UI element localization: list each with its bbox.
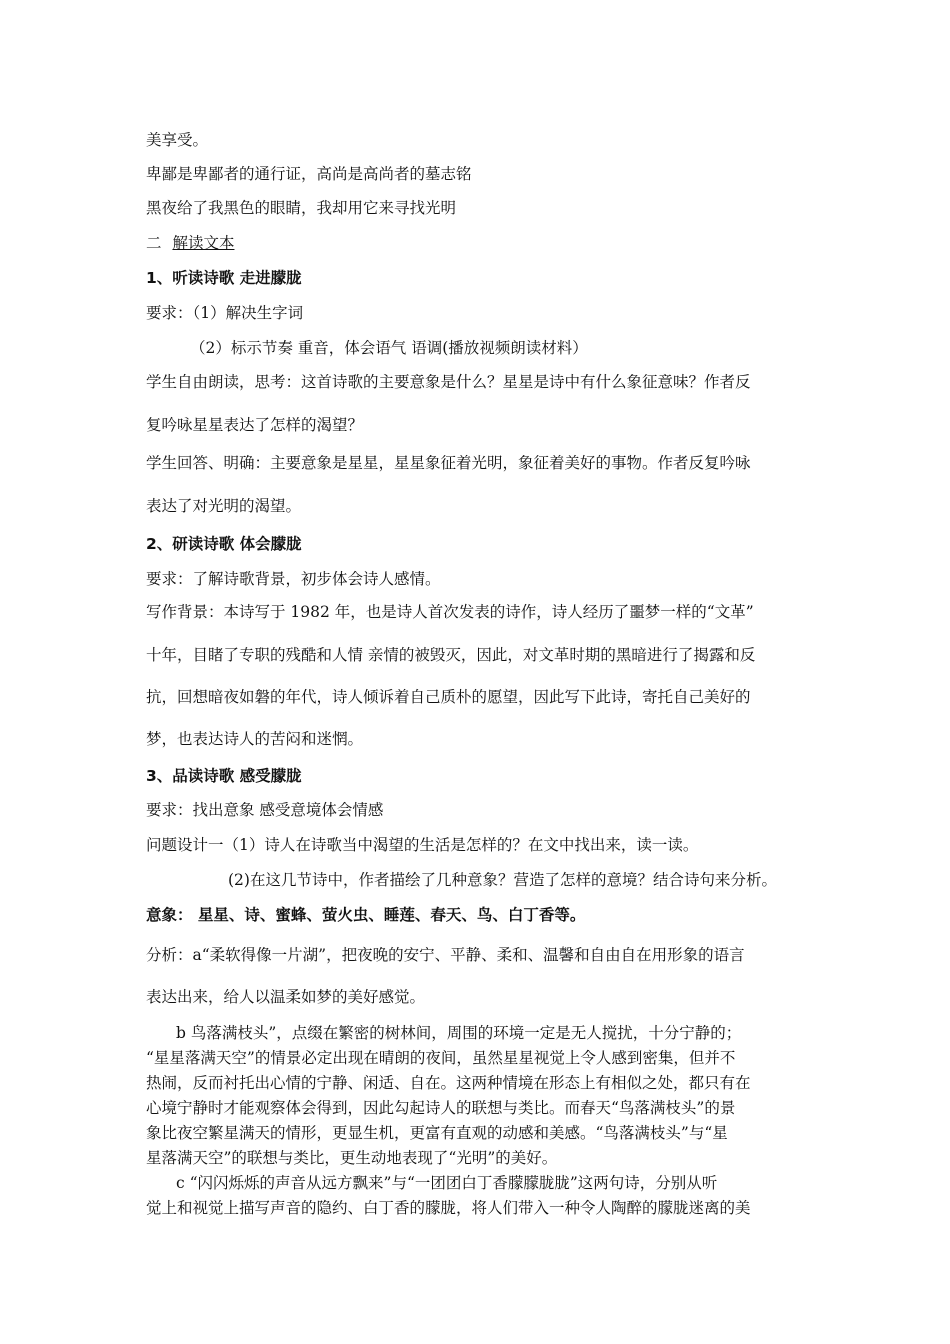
text-line: 美享受。	[146, 131, 209, 149]
text-line: 要求：找出意象 感受意境体会情感	[146, 801, 384, 819]
text-line: 心境宁静时才能观察体会得到，因此勾起诗人的联想与类比。而春天“鸟落满枝头”的景	[146, 1099, 736, 1117]
text-line: 十年，目睹了专职的残酷和人情 亲情的被毁灭，因此，对文革时期的黑暗进行了揭露和反	[146, 646, 756, 664]
text-line: 写作背景：本诗写于 1982 年，也是诗人首次发表的诗作，诗人经历了噩梦一样的“文革”	[146, 603, 754, 621]
text-line: 问题设计一（1）诗人在诗歌当中渴望的生活是怎样的？在文中找出来，读一读。	[146, 836, 699, 854]
text-line: 要求：（1）解决生字词	[146, 304, 304, 322]
text-line: 卑鄙是卑鄙者的通行证，高尚是高尚者的墓志铭	[146, 165, 472, 183]
text-line: 表达出来，给人以温柔如梦的美好感觉。	[146, 988, 426, 1006]
text-line: 热闹，反而衬托出心情的宁静、闲适、自在。这两种情境在形态上有相似之处，都只有在	[146, 1074, 751, 1092]
text-line: c “闪闪烁烁的声音从远方飘来”与“一团团白丁香朦朦胧胧”这两句诗，分别从听	[176, 1174, 718, 1192]
section-title: 解读文本	[172, 234, 235, 252]
text-line: (2)在这几节诗中，作者描绘了几种意象？营造了怎样的意境？结合诗句来分析。	[228, 871, 777, 889]
text-line: 分析：a“柔软得像一片湖”，把夜晚的安宁、平静、柔和、温馨和自由自在用形象的语言	[146, 946, 745, 964]
text-line: 要求：了解诗歌背景，初步体会诗人感情。	[146, 570, 441, 588]
text-line: 抗，回想暗夜如磐的年代，诗人倾诉着自己质朴的愿望，因此写下此诗，寄托自己美好的	[146, 688, 751, 706]
text-line: 表达了对光明的渴望。	[146, 497, 302, 515]
imagery-heading: 意象： 星星、诗、蜜蜂、萤火虫、睡莲、春天、鸟、白丁香等。	[146, 906, 586, 924]
text-line: 星落满天空”的联想与类比，更生动地表现了“光明”的美好。	[146, 1149, 558, 1167]
subheading: 1、听读诗歌 走进朦胧	[146, 269, 302, 287]
section-heading	[146, 233, 234, 253]
text-line: 黑夜给了我黑色的眼睛，我却用它来寻找光明	[146, 199, 457, 217]
text-line: 学生自由朗读，思考：这首诗歌的主要意象是什么？星星是诗中有什么象征意味？作者反	[146, 373, 751, 391]
text-line: 学生回答、明确：主要意象是星星，星星象征着光明，象征着美好的事物。作者反复吟咏	[146, 454, 751, 472]
text-line: 梦，也表达诗人的苦闷和迷惘。	[146, 730, 364, 748]
text-line: “星星落满天空”的情景必定出现在晴朗的夜间，虽然星星视觉上令人感到密集，但并不	[146, 1049, 736, 1067]
subheading: 2、研读诗歌 体会朦胧	[146, 535, 302, 553]
text-line: b 鸟落满枝头”，点缀在繁密的树林间，周围的环境一定是无人搅扰，十分宁静的；	[176, 1024, 742, 1042]
text-line: （2）标示节奏 重音，体会语气 语调(播放视频朗读材料）	[190, 339, 588, 357]
text-line: 觉上和视觉上描写声音的隐约、白丁香的朦胧，将人们带入一种令人陶醉的朦胧迷离的美	[146, 1199, 751, 1217]
text-line: 复吟咏星星表达了怎样的渴望？	[146, 416, 364, 434]
text-line: 象比夜空繁星满天的情形，更显生机，更富有直观的动感和美感。“鸟落满枝头”与“星	[146, 1124, 728, 1142]
subheading: 3、品读诗歌 感受朦胧	[146, 767, 302, 785]
section-number: 二	[146, 234, 167, 252]
